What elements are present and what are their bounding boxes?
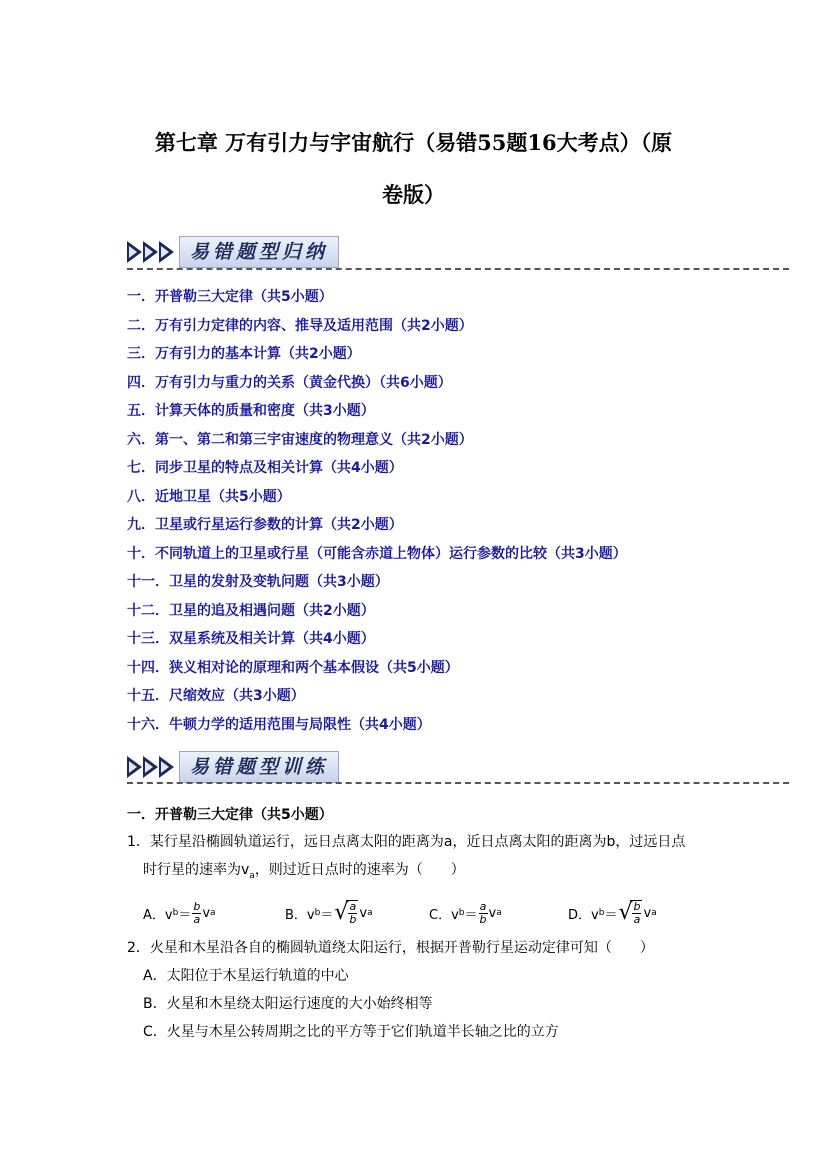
toc-item: 十三．双星系统及相关计算（共4小题） — [127, 631, 375, 647]
toc-item: 十二．卫星的追及相遇问题（共2小题） — [127, 602, 375, 619]
toc-item: 八．近地卫星（共5小题） — [127, 488, 291, 505]
option-d: D．v b ＝ √ $\frac{b}{a}$ v a — [568, 900, 657, 926]
practice-banner — [127, 752, 339, 782]
question-2-stem: 2．火星和木星沿各自的椭圆轨道绕太阳运行，根据开普勒行星运动定律可知（ ） — [127, 940, 654, 956]
summary-banner — [127, 237, 339, 267]
toc-item: 五．计算天体的质量和密度（共3小题） — [127, 403, 375, 419]
toc-item: 三．万有引力的基本计算（共2小题） — [127, 346, 361, 362]
question-2 — [127, 934, 654, 1046]
toc-item: 九．卫星或行星运行参数的计算（共2小题） — [127, 517, 403, 533]
title-line-1: 第七章 万有引力与宇宙航行（易错55题16大考点）（原 — [154, 130, 673, 155]
toc-item: 六．第一、第二和第三宇宙速度的物理意义（共2小题） — [127, 431, 473, 448]
option-b: B．火星和木星绕太阳运行速度的大小始终相等 — [143, 996, 433, 1012]
sqrt-icon: √ — [334, 900, 349, 925]
toc-item: 十六．牛顿力学的适用范围与局限性（共4小题） — [127, 716, 431, 733]
topic-list — [127, 286, 627, 742]
section-heading: 一．开普勒三大定律（共5小题） — [127, 807, 333, 823]
triple-arrow-icon — [127, 237, 175, 267]
toc-item: 十四．狭义相对论的原理和两个基本假设（共5小题） — [127, 659, 459, 676]
summary-banner-label: 易错题型归纳 — [179, 236, 339, 268]
question-1 — [127, 828, 685, 884]
divider — [127, 782, 789, 784]
question-1-line-2: 时行星的速率为$v_a$，则过近日点时的速率为（ ） — [143, 862, 465, 881]
document-title — [60, 117, 767, 221]
toc-item: 一．开普勒三大定律（共5小题） — [127, 289, 333, 305]
divider — [127, 268, 789, 270]
toc-item: 二．万有引力定律的内容、推导及适用范围（共2小题） — [127, 317, 473, 334]
toc-item: 四．万有引力与重力的关系（黄金代换）（共6小题） — [127, 374, 452, 391]
toc-item: 十．不同轨道上的卫星或行星（可能含赤道上物体）运行参数的比较（共3小题） — [127, 545, 627, 562]
toc-item: 十一．卫星的发射及变轨问题（共3小题） — [127, 574, 389, 590]
triple-arrow-icon — [127, 752, 175, 782]
option-a: A．v b ＝ $\frac{b}{a}$ v a — [143, 899, 216, 926]
title-line-2: 卷版） — [382, 182, 445, 207]
option-c: C．火星与木星公转周期之比的平方等于它们轨道半长轴之比的立方 — [143, 1024, 559, 1040]
practice-banner-label: 易错题型训练 — [179, 751, 339, 783]
option-c: C．v b ＝ $\frac{a}{b}$ v a — [429, 899, 502, 926]
option-b: B．v b ＝ √ $\frac{a}{b}$ v a — [285, 900, 373, 926]
toc-item: 七．同步卫星的特点及相关计算（共4小题） — [127, 460, 403, 476]
sqrt-icon: √ — [618, 900, 633, 925]
toc-item: 十五．尺缩效应（共3小题） — [127, 688, 305, 704]
question-1-line-1: 1．某行星沿椭圆轨道运行，远日点离太阳的距离为a，近日点离太阳的距离为b，过远日点 — [127, 834, 686, 850]
question-1-options — [143, 893, 703, 933]
option-a: A．太阳位于木星运行轨道的中心 — [143, 968, 349, 984]
